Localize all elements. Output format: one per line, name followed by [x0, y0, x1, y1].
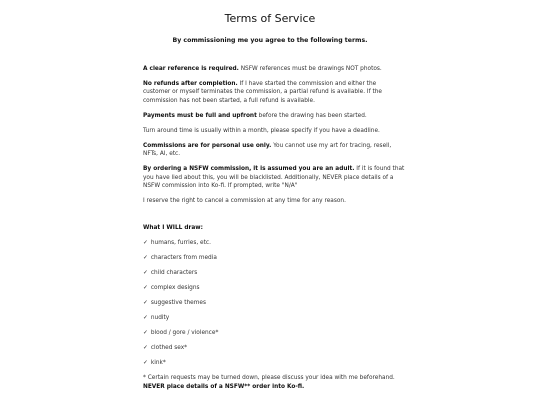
check-icon: ✓ — [143, 285, 148, 292]
term-refunds: No refunds after completion. If I have started the commission and either the customer or myself terminates the commission, a partial refund is available. If the commission has not been started, a full refund is available. — [143, 81, 382, 104]
term-payments: Payments must be full and upfront before the drawing has been started. — [143, 112, 367, 119]
check-icon: ✓ — [143, 345, 148, 352]
list-item: ✓ complex designs — [143, 285, 200, 292]
list-item: ✓ humans, furries, etc. — [143, 240, 211, 247]
term-turnaround: Turn around time is usually within a month, please specify if you have a deadline. — [143, 127, 380, 134]
term-reference: A clear reference is required. NSFW references must be drawings NOT photos. — [143, 66, 382, 72]
will-draw-heading: What I WILL draw: — [143, 225, 203, 232]
list-item: ✓ suggestive themes — [143, 300, 206, 307]
term-personal-use: Commissions are for personal use only. You cannot use my art for tracing, resell, NFTs, AI, etc. — [143, 142, 392, 158]
check-icon: ✓ — [143, 315, 148, 322]
will-draw-list — [143, 239, 405, 367]
list-item: ✓ clothed sex* — [143, 345, 188, 352]
check-icon: ✓ — [143, 360, 148, 367]
terms-content — [143, 65, 405, 398]
list-item: ✓ kink* — [143, 360, 166, 367]
term-nsfw-adult: By ordering a NSFW commission, it is assumed you are an adult. If it is found that you have lied about this, you will be blacklisted. Additionally, NEVER place details of a NSFW commission into Ko-fi. If prompted, write "N/A" — [143, 166, 405, 190]
page-title: Terms of Service — [224, 12, 316, 25]
list-item: ✓ blood / gore / violence* — [143, 330, 219, 337]
check-icon: ✓ — [143, 300, 148, 307]
check-icon: ✓ — [143, 330, 148, 337]
list-item: ✓ characters from media — [143, 255, 217, 262]
list-item: ✓ child characters — [143, 270, 198, 277]
check-icon: ✓ — [143, 255, 148, 262]
page-subtitle: By commissioning me you agree to the following terms. — [172, 37, 368, 44]
footnote: * Certain requests may be turned down, please discuss your idea with me beforehand. NEVER place details of a NSFW** order into Ko-fi. — [143, 375, 395, 390]
list-item: ✓ nudity — [143, 315, 170, 322]
check-icon: ✓ — [143, 240, 148, 247]
term-cancel: I reserve the right to cancel a commission at any time for any reason. — [143, 198, 346, 205]
check-icon: ✓ — [143, 270, 148, 277]
